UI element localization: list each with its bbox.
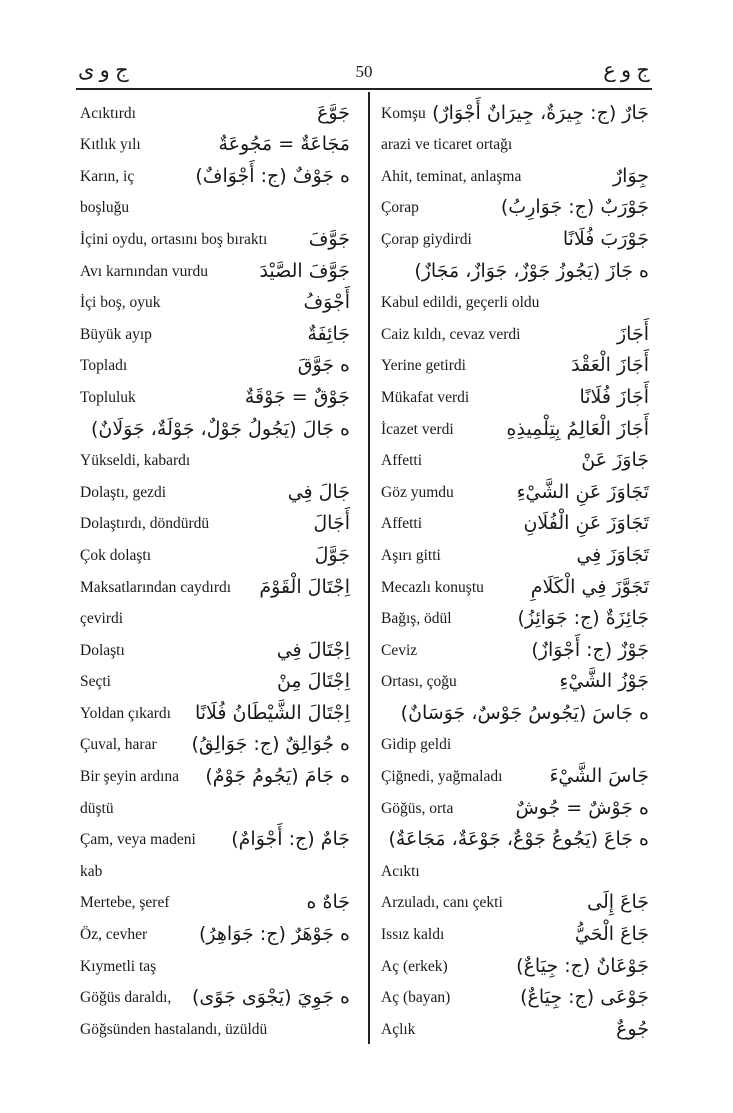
dictionary-entry: [80, 537, 350, 569]
turkish-meaning: Ahit, teminat, anlaşma: [381, 167, 522, 185]
arabic-headword: ه جَوْشٌ = جُوشٌ: [515, 796, 649, 819]
arabic-headword: جَوْرَبٌ (ج: جَوَارِبُ): [500, 196, 649, 219]
turkish-meaning: Çorap giydirdi: [381, 230, 472, 248]
dictionary-entry: [381, 885, 649, 917]
turkish-meaning: Avı karnından vurdu: [80, 262, 208, 280]
dictionary-entry: [381, 158, 649, 190]
turkish-meaning: Yerine getirdi: [381, 357, 466, 375]
turkish-meaning: Acıktırdı: [80, 104, 136, 122]
arabic-headword: أَجَازَ: [617, 322, 649, 345]
dictionary-entry: [80, 569, 350, 601]
turkish-meaning: Aç (bayan): [381, 989, 451, 1007]
dictionary-entry: [381, 727, 649, 759]
dictionary-entry: [381, 853, 649, 885]
dictionary-entry: [80, 474, 350, 506]
turkish-meaning: Affetti: [381, 452, 423, 470]
turkish-meaning: Yükseldi, kabardı: [80, 452, 191, 470]
turkish-meaning: Açlık: [381, 1020, 416, 1038]
dictionary-entry: [381, 569, 649, 601]
arabic-headword: جَوْرَبَ فُلَانًا: [562, 227, 649, 250]
dictionary-entry: [381, 822, 649, 854]
dictionary-entry: [381, 285, 649, 317]
dictionary-entry: [80, 443, 350, 475]
turkish-meaning: Çuval, harar: [80, 736, 157, 754]
arabic-headword: جَارٌ (ج: جِيرَةٌ، جِيرَانٌ أَجْوَارٌ): [432, 101, 649, 124]
dictionary-entry: [381, 379, 649, 411]
left-column: [80, 95, 350, 1043]
turkish-meaning: Yoldan çıkardı: [80, 704, 171, 722]
arabic-headword: جُوعٌ: [616, 1017, 649, 1040]
arabic-headword: أَجَالَ: [313, 512, 350, 535]
arabic-headword: جَائِفَةٌ: [307, 322, 350, 345]
turkish-meaning: Bağış, ödül: [381, 610, 452, 628]
turkish-meaning: Ceviz: [381, 641, 418, 659]
turkish-meaning: Kıymetli taş: [80, 957, 157, 975]
dictionary-entry: [80, 664, 350, 696]
arabic-headword: أَجَازَ الْعَقْدَ: [571, 354, 649, 377]
arabic-headword: ه جَوَّقَ: [297, 354, 350, 377]
turkish-meaning: Çiğnedi, yağmaladı: [381, 768, 503, 786]
dictionary-entry: [80, 822, 350, 854]
turkish-meaning: Mertebe, şeref: [80, 894, 170, 912]
turkish-meaning: Caiz kıldı, cevaz verdi: [381, 325, 521, 343]
arabic-headword: جَامٌ (ج: أَجْوَامٌ): [231, 828, 350, 851]
turkish-meaning: Acıktı: [381, 862, 420, 880]
turkish-meaning: Çorap: [381, 199, 419, 217]
page-number: 50: [355, 62, 373, 81]
arabic-headword: ه جَوِيَ (يَجْوَى جَوًى): [191, 986, 350, 1009]
dictionary-entry: [80, 1011, 350, 1043]
dictionary-entry: [80, 253, 350, 285]
arabic-headword: أَجَازَ فُلَانًا: [579, 385, 649, 408]
dictionary-entry: [381, 95, 649, 127]
dictionary-entry: [381, 758, 649, 790]
turkish-meaning: Büyük ayıp: [80, 325, 152, 343]
arabic-headword: ه جُوَالِقٌ (ج: جَوَالِقُ): [191, 733, 350, 756]
arabic-headword: تَجَاوَزَ عَنِ الْفُلَانِ: [523, 512, 649, 535]
arabic-headword: اِجْتَالَ الْقَوْمَ: [259, 575, 350, 598]
turkish-meaning: Aç (erkek): [381, 957, 448, 975]
turkish-meaning: Göğüs daraldı,: [80, 989, 172, 1007]
arabic-headword: ه جَوْهَرٌ (ج: جَوَاهِرُ): [199, 923, 350, 946]
arabic-headword: جَاعَ إِلَى: [587, 891, 649, 914]
dictionary-entry: [80, 727, 350, 759]
turkish-meaning: İçi boş, oyuk: [80, 294, 161, 312]
arabic-headword: جَوْزٌ (ج: أَجْوَازٌ): [531, 638, 649, 661]
arabic-headword: مَجَاعَةٌ = مَجُوعَةٌ: [218, 133, 350, 156]
turkish-meaning: kab: [80, 862, 103, 880]
dictionary-entry: [80, 190, 350, 222]
dictionary-entry: [381, 980, 649, 1012]
arabic-headword: جَوْزُ الشَّيْءِ: [559, 670, 649, 693]
arabic-headword: جَائِزَةٌ (ج: جَوَائِزُ): [517, 607, 649, 630]
dictionary-entry: [80, 285, 350, 317]
dictionary-entry: [80, 695, 350, 727]
turkish-meaning: Karın, iç: [80, 167, 135, 185]
turkish-meaning: Çam, veya madeni: [80, 831, 196, 849]
arabic-headword: تَجَاوَزَ فِي: [576, 543, 649, 566]
turkish-meaning: Kabul edildi, geçerli oldu: [381, 294, 540, 312]
turkish-meaning: Öz, cevher: [80, 926, 148, 944]
dictionary-entry: [381, 474, 649, 506]
turkish-meaning: Issız kaldı: [381, 926, 445, 944]
dictionary-entry: [381, 411, 649, 443]
arabic-headword: جَوْعَانٌ (ج: جِيَاعٌ): [516, 954, 649, 977]
turkish-meaning: Maksatlarından caydırdı: [80, 578, 232, 596]
turkish-meaning: Mükafat verdi: [381, 388, 470, 406]
turkish-meaning: Bir şeyin ardına: [80, 768, 180, 786]
turkish-meaning: Gidip geldi: [381, 736, 452, 754]
dictionary-entry: [80, 348, 350, 380]
dictionary-entry: [381, 916, 649, 948]
dictionary-entry: [381, 632, 649, 664]
turkish-meaning: Topladı: [80, 357, 128, 375]
column-divider: [368, 92, 370, 1044]
arabic-headword: جَاعَ الْحَيُّ: [574, 923, 649, 946]
turkish-meaning: Affetti: [381, 515, 423, 533]
dictionary-entry: [80, 980, 350, 1012]
dictionary-entry: [381, 506, 649, 538]
arabic-headword: جَالَ فِي: [287, 480, 350, 503]
dictionary-entry: [381, 316, 649, 348]
dictionary-entry: [381, 190, 649, 222]
turkish-meaning: Dolaştırdı, döndürdü: [80, 515, 210, 533]
arabic-headword: تَجَوَّزَ فِي الْكَلَامِ: [530, 575, 649, 598]
turkish-meaning: Kıtlık yılı: [80, 136, 141, 154]
dictionary-entry: [381, 948, 649, 980]
turkish-meaning: Dolaştı, gezdi: [80, 483, 167, 501]
arabic-headword: ه جَازَ (يَجُوزُ جَوْزٌ، جَوَازٌ، مَجَازٌ): [414, 259, 649, 282]
turkish-meaning: Mecazlı konuştu: [381, 578, 484, 596]
dictionary-entry: [381, 348, 649, 380]
dictionary-entry: [381, 790, 649, 822]
dictionary-entry: [80, 601, 350, 633]
dictionary-entry: [80, 790, 350, 822]
header-root-left: ج و ى: [78, 58, 129, 82]
dictionary-entry: [80, 95, 350, 127]
turkish-meaning: Komşu: [381, 104, 426, 122]
arabic-headword: جَوَّلَ: [314, 543, 350, 566]
dictionary-entry: [381, 695, 649, 727]
arabic-headword: ه جَوْفٌ (ج: أَجْوَافٌ): [195, 164, 350, 187]
dictionary-entry: [80, 853, 350, 885]
arabic-headword: جَاسَ الشَّيْءَ: [549, 765, 649, 788]
dictionary-entry: [80, 379, 350, 411]
arabic-headword: أَجْوَفُ: [303, 291, 350, 314]
turkish-meaning: Göğüs, orta: [381, 799, 454, 817]
turkish-meaning: Topluluk: [80, 388, 136, 406]
arabic-headword: تَجَاوَزَ عَنِ الشَّيْءِ: [516, 480, 649, 503]
turkish-meaning: Dolaştı: [80, 641, 125, 659]
arabic-headword: اِجْتَالَ مِنْ: [276, 670, 350, 693]
turkish-meaning: Arzuladı, canı çekti: [381, 894, 503, 912]
header-root-right: ج و ع: [603, 58, 650, 82]
arabic-headword: جَوَّفَ: [308, 227, 350, 250]
page-header: [78, 58, 650, 88]
turkish-meaning: Göğsünden hastalandı, üzüldü: [80, 1020, 268, 1038]
dictionary-entry: [80, 916, 350, 948]
dictionary-entry: [80, 506, 350, 538]
turkish-meaning: İcazet verdi: [381, 420, 454, 438]
arabic-headword: جَوَّفَ الصَّيْدَ: [259, 259, 350, 282]
dictionary-entry: [381, 664, 649, 696]
dictionary-entry: [80, 158, 350, 190]
turkish-meaning: düştü: [80, 799, 114, 817]
turkish-meaning: Seçti: [80, 673, 111, 691]
arabic-headword: ه جَالَ (يَجُولُ جَوْلٌ، جَوْلَةٌ، جَوَلَانٌ): [90, 417, 350, 440]
arabic-headword: ه جَامَ (يَجُومُ جَوْمٌ): [205, 765, 350, 788]
dictionary-entry: [80, 948, 350, 980]
dictionary-entry: [381, 1011, 649, 1043]
turkish-meaning: Çok dolaştı: [80, 546, 152, 564]
arabic-headword: جِوَارٌ: [612, 164, 649, 187]
dictionary-entry: [381, 127, 649, 159]
dictionary-entry: [381, 537, 649, 569]
arabic-headword: جَوْعَى (ج: جِيَاعٌ): [520, 986, 649, 1009]
arabic-headword: جَاوَزَ عَنْ: [581, 449, 649, 472]
arabic-headword: جَاهٌ ه: [306, 891, 350, 914]
arabic-headword: جَوَّعَ: [317, 101, 350, 124]
turkish-meaning: Göz yumdu: [381, 483, 454, 501]
dictionary-entry: [80, 411, 350, 443]
arabic-headword: ه جَاسَ (يَجُوسُ جَوْسٌ، جَوَسَانٌ): [400, 701, 649, 724]
turkish-meaning: çevirdi: [80, 610, 124, 628]
dictionary-entry: [381, 601, 649, 633]
arabic-headword: اِجْتَالَ فِي: [276, 638, 350, 661]
dictionary-entry: [80, 127, 350, 159]
arabic-headword: ه جَاعَ (يَجُوعُ جَوْعٌ، جَوْعَةٌ، مَجَاعَةٌ): [388, 828, 649, 851]
header-rule: [76, 88, 652, 90]
dictionary-entry: [80, 316, 350, 348]
dictionary-entry: [381, 253, 649, 285]
arabic-headword: اِجْتَالَ الشَّيْطَانُ فُلَانًا: [194, 701, 350, 724]
dictionary-entry: [381, 443, 649, 475]
dictionary-entry: [80, 885, 350, 917]
turkish-meaning: Aşırı gitti: [381, 546, 441, 564]
turkish-meaning: boşluğu: [80, 199, 130, 217]
turkish-meaning: İçini oydu, ortasını boş bıraktı: [80, 230, 268, 248]
dictionary-entry: [80, 758, 350, 790]
arabic-headword: جَوْقٌ = جَوْقَةٌ: [244, 385, 350, 408]
dictionary-entry: [381, 221, 649, 253]
arabic-headword: أَجَازَ الْعَالِمُ بِتِلْمِيذِهِ: [506, 417, 649, 440]
right-column: [381, 95, 649, 1043]
turkish-meaning: arazi ve ticaret ortağı: [381, 136, 513, 154]
dictionary-entry: [80, 632, 350, 664]
turkish-meaning: Ortası, çoğu: [381, 673, 457, 691]
dictionary-entry: [80, 221, 350, 253]
